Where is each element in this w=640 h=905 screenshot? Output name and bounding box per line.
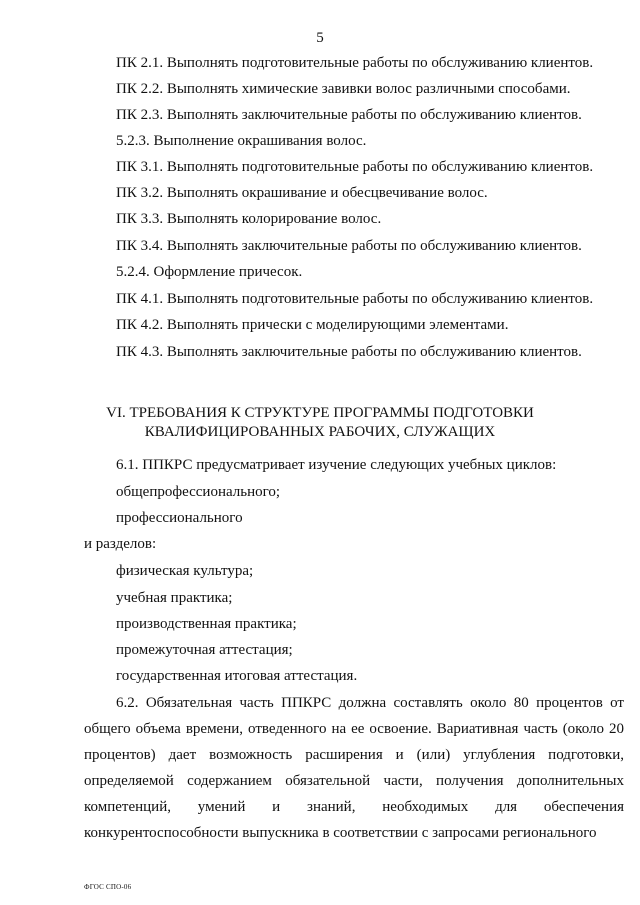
section-item: физическая культура; xyxy=(116,563,254,579)
list-item: ПК 3.2. Выполнять окрашивание и обесцвечивание волос. xyxy=(116,185,488,201)
section-heading-line-1: VI. ТРЕБОВАНИЯ К СТРУКТУРЕ ПРОГРАММЫ ПОДГОТОВКИ xyxy=(106,405,534,421)
paragraph-6-2: 6.2. Обязательная часть ППКРС должна составлять около 80 процентов от общего объема времени, отведенного на ее освоение. Вариативная часть (около 20 процентов) дает возможность расширения и (или) углубления подготовки, определяемой содержанием обязательной части, получения дополнительных компетенций, умений и знаний, необходимых для обеспечения конкурентоспособности выпускника в соответствии с запросами регионального xyxy=(84,695,624,841)
and-sections-label: и разделов: xyxy=(84,536,157,552)
list-item: ПК 2.1. Выполнять подготовительные работы по обслуживанию клиентов. xyxy=(116,55,594,71)
paragraph-6-1: 6.1. ППКРС предусматривает изучение следующих учебных циклов: xyxy=(116,457,557,473)
list-item: ПК 3.3. Выполнять колорирование волос. xyxy=(116,211,382,227)
cycle-item: общепрофессионального; xyxy=(116,484,281,500)
list-item: ПК 3.1. Выполнять подготовительные работы по обслуживанию клиентов. xyxy=(116,159,594,175)
list-item: ПК 3.4. Выполнять заключительные работы по обслуживанию клиентов. xyxy=(116,238,582,254)
footer-code: ФГОС СПО-06 xyxy=(84,883,132,891)
page-number: 5 xyxy=(316,30,324,46)
cycle-item: профессионального xyxy=(116,510,243,526)
section-item: производственная практика; xyxy=(116,616,297,632)
list-item: ПК 4.3. Выполнять заключительные работы по обслуживанию клиентов. xyxy=(116,344,582,360)
list-item: ПК 2.2. Выполнять химические завивки волос различными способами. xyxy=(116,81,571,97)
list-item: 5.2.4. Оформление причесок. xyxy=(116,264,303,280)
list-item: ПК 2.3. Выполнять заключительные работы по обслуживанию клиентов. xyxy=(116,107,582,123)
section-item: государственная итоговая аттестация. xyxy=(116,668,358,684)
section-heading-line-2: КВАЛИФИЦИРОВАННЫХ РАБОЧИХ, СЛУЖАЩИХ xyxy=(144,424,496,440)
section-item: учебная практика; xyxy=(116,590,233,606)
list-item: 5.2.3. Выполнение окрашивания волос. xyxy=(116,133,367,149)
list-item: ПК 4.2. Выполнять прически с моделирующими элементами. xyxy=(116,317,509,333)
section-item: промежуточная аттестация; xyxy=(116,642,293,658)
list-item: ПК 4.1. Выполнять подготовительные работы по обслуживанию клиентов. xyxy=(116,291,594,307)
